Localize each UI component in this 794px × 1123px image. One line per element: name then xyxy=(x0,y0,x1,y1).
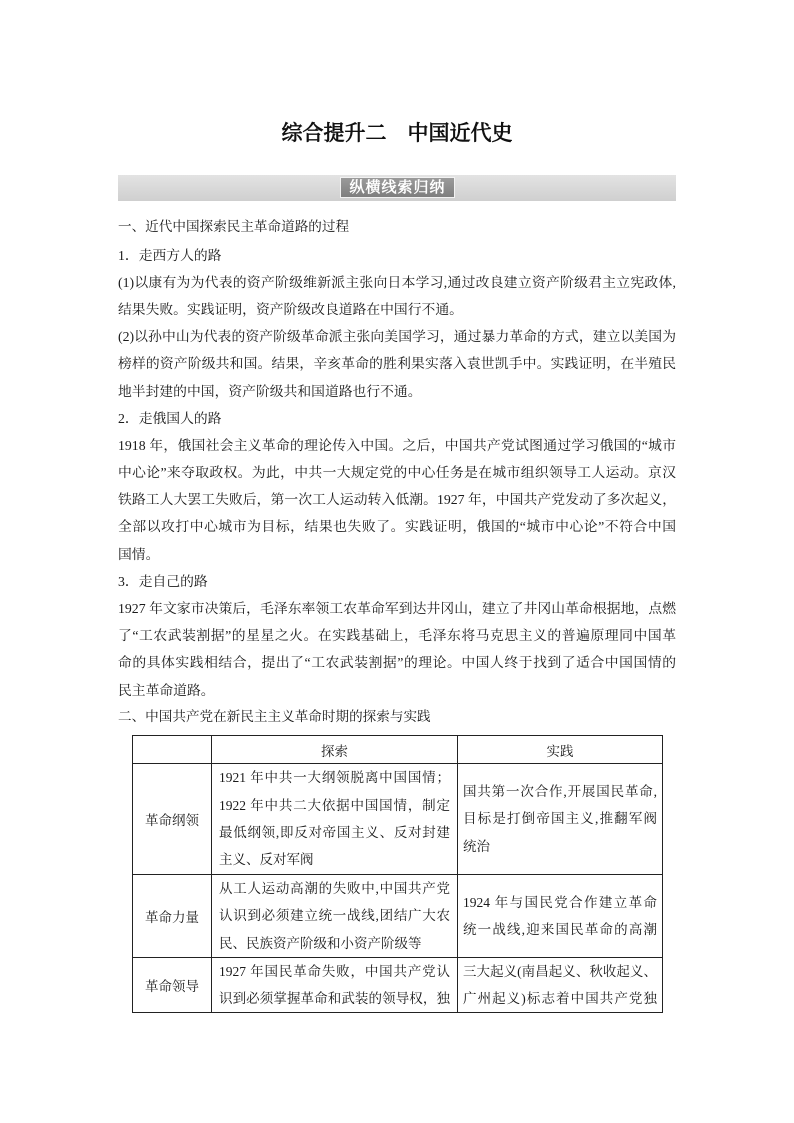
table-row xyxy=(133,957,663,1013)
page-title: 综合提升二 中国近代史 xyxy=(281,121,513,145)
text-line: 国情。 xyxy=(118,546,160,562)
cell-line: 认识到必须建立统一战线,团结广大农 xyxy=(219,908,450,924)
explore-cell xyxy=(212,764,458,875)
text-line: 地半封建的中国，资产阶级共和国道路也行不通。 xyxy=(118,383,422,399)
text-line: 中心论”来夺取政权。为此，中共一大规定党的中心任务是在城市组织领导工人运动。京汉 xyxy=(118,465,676,481)
paragraph xyxy=(118,595,676,704)
paragraph xyxy=(118,432,676,568)
section-heading: 1．走西方人的路 xyxy=(118,247,222,263)
cell-line: 1921 年中共一大纲领脱离中国国情； xyxy=(219,770,450,786)
practice-cell xyxy=(458,764,663,875)
practice-cell xyxy=(458,875,663,958)
section-banner xyxy=(118,175,676,201)
cell-line: 统治 xyxy=(463,838,490,854)
row-label: 革命力量 xyxy=(133,875,212,958)
explore-practice-table xyxy=(132,735,663,1013)
document-body xyxy=(118,214,676,731)
banner-label: 纵横线索归纳 xyxy=(340,177,455,198)
text-line: 结果失败。实践证明，资产阶级改良道路在中国行不通。 xyxy=(118,301,463,317)
cell-line: 1927 年国民革命失败，中国共产党认 xyxy=(219,963,450,979)
cell-line: 广州起义)标志着中国共产党独 xyxy=(463,991,657,1007)
cell-line: 三大起义(南昌起义、秋收起义、 xyxy=(463,963,657,979)
paragraph xyxy=(118,323,676,405)
cell-line: 最低纲领,即反对帝国主义、反对封建 xyxy=(219,825,450,840)
paragraph xyxy=(118,269,676,323)
cell-line: 从工人运动高潮的失败中,中国共产党 xyxy=(219,881,450,896)
section-heading: 2．走俄国人的路 xyxy=(118,410,222,426)
text-line: (2)以孙中山为代表的资产阶级革命派主张向美国学习，通过暴力革命的方式，建立以美国为 xyxy=(118,329,676,345)
cell-line: 主义、反对军阀 xyxy=(219,852,314,868)
header-explore: 探索 xyxy=(212,736,458,764)
header-practice: 实践 xyxy=(458,736,663,764)
table-header-row xyxy=(133,736,663,764)
table-row xyxy=(133,764,663,875)
section-heading: 3．走自己的路 xyxy=(118,573,208,589)
section-russia xyxy=(118,405,676,568)
text-line: 命的具体实践相结合，提出了“工农武装割据”的理论。中国人终于找到了适合中国国情的 xyxy=(118,655,676,671)
text-line: 民主革命道路。 xyxy=(118,682,215,698)
row-label: 革命领导 xyxy=(133,957,212,1013)
row-label: 革命纲领 xyxy=(133,764,212,875)
practice-cell xyxy=(458,957,663,1013)
cell-line: 1924 年与国民党合作建立革命 xyxy=(463,894,657,910)
part2-heading: 二、中国共产党在新民主主义革命时期的探索与实践 xyxy=(118,708,431,725)
text-line: 全部以攻打中心城市为目标，结果也失败了。实践证明，俄国的“城市中心论”不符合中国 xyxy=(118,519,676,535)
section-west xyxy=(118,242,676,405)
cell-line: 目标是打倒帝国主义,推翻军阀 xyxy=(463,811,657,827)
cell-line: 国共第一次合作,开展国民革命, xyxy=(463,784,657,800)
explore-cell xyxy=(212,957,458,1013)
cell-line: 民、民族资产阶级和小资产阶级等 xyxy=(219,935,422,951)
header-corner-cell xyxy=(133,736,212,764)
table-row xyxy=(133,875,663,958)
part1-heading: 一、近代中国探索民主革命道路的过程 xyxy=(118,219,350,236)
cell-line: 统一战线,迎来国民革命的高潮 xyxy=(463,921,657,937)
cell-line: 识到必须掌握革命和武装的领导权，独 xyxy=(219,991,450,1007)
text-line: 榜样的资产阶级共和国。结果，辛亥革命的胜利果实落入袁世凯手中。实践证明，在半殖民 xyxy=(118,356,676,372)
section-own-road xyxy=(118,568,676,704)
cell-line: 1922 年中共二大依据中国国情，制定 xyxy=(219,797,450,813)
explore-cell xyxy=(212,875,458,958)
text-line: 1918 年，俄国社会主义革命的理论传入中国。之后，中国共产党试图通过学习俄国的“城市 xyxy=(118,437,676,453)
text-line: 铁路工人大罢工失败后，第一次工人运动转入低潮。1927 年，中国共产党发动了多次起义， xyxy=(118,492,676,508)
text-line: (1)以康有为为代表的资产阶级维新派主张向日本学习,通过改良建立资产阶级君主立宪政体, xyxy=(118,274,676,290)
text-line: 了“工农武装割据”的星星之火。在实践基础上，毛泽东将马克思主义的普遍原理同中国革 xyxy=(118,628,676,644)
text-line: 1927 年文家市决策后，毛泽东率领工农革命军到达井冈山，建立了井冈山革命根据地，点燃 xyxy=(118,601,676,617)
